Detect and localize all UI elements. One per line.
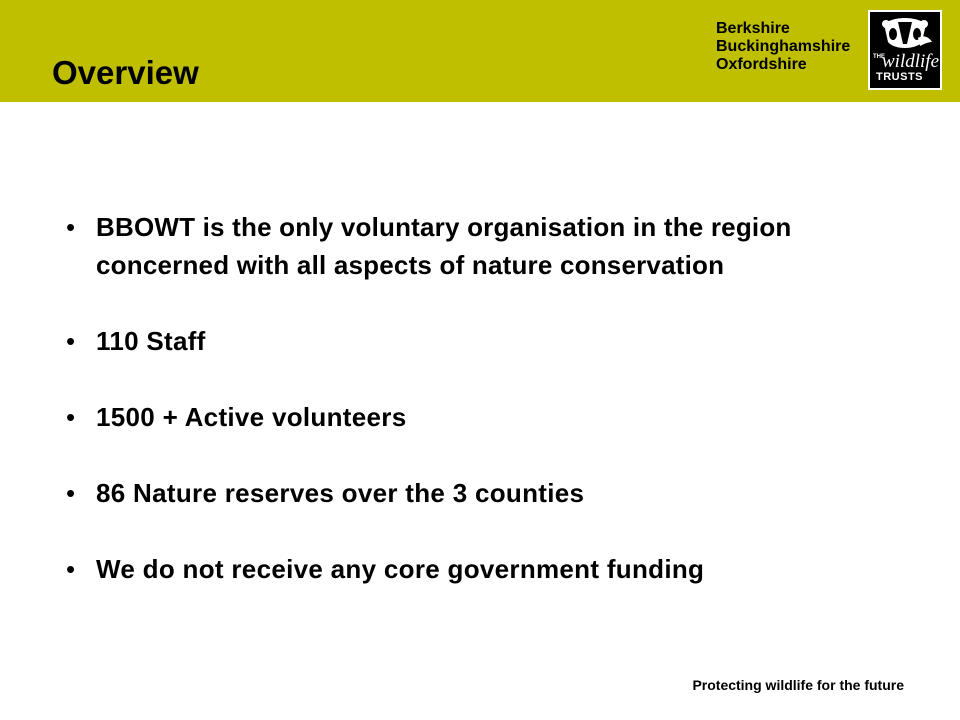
bullet-text: BBOWT is the only voluntary organisation in the region concerned with all aspects of nature conservation <box>96 212 792 280</box>
bullet-dot-icon: • <box>66 402 76 432</box>
bullet-list <box>66 208 886 626</box>
county-name: Buckinghamshire <box>716 38 851 55</box>
bullet-item <box>66 398 886 436</box>
logo-wildlife-text: wildlife <box>882 51 939 72</box>
bullet-item <box>66 322 886 360</box>
bullet-text: 110 Staff <box>96 326 206 356</box>
bullet-text: 1500 + Active volunteers <box>96 402 407 432</box>
bullet-item <box>66 550 886 588</box>
bullet-dot-icon: • <box>66 554 76 584</box>
logo-trusts-text: TRUSTS <box>876 71 923 83</box>
county-name: Oxfordshire <box>716 56 807 73</box>
slide-title: Overview <box>52 54 199 91</box>
bullet-text: We do not receive any core government funding <box>96 554 705 584</box>
county-name: Berkshire <box>716 20 790 37</box>
bullet-text: 86 Nature reserves over the 3 counties <box>96 478 585 508</box>
bullet-item <box>66 208 886 284</box>
bullet-dot-icon: • <box>66 478 76 508</box>
bullet-item <box>66 474 886 512</box>
county-list <box>716 20 850 74</box>
logo-the-text: THE <box>873 54 885 60</box>
bullet-dot-icon: • <box>66 212 76 242</box>
bullet-dot-icon: • <box>66 326 76 356</box>
wildlife-trusts-logo <box>868 10 942 90</box>
footer-tagline: Protecting wildlife for the future <box>692 677 904 693</box>
